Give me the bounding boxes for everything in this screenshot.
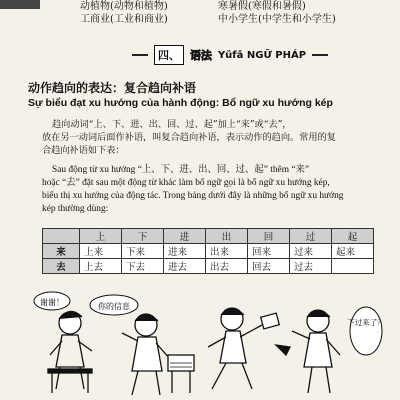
section-label xyxy=(148,45,312,65)
vocabulary-right: 中小学生(中学生和小学生) xyxy=(218,14,336,25)
paragraph-line: 放在另一动词后面作补语，叫复合趋向补语，表示动作的趋向。常用的复 xyxy=(42,132,336,143)
vocabulary-left: 动植物(动物和植物) xyxy=(80,1,168,12)
speech-bubble-text: 你的信息 xyxy=(98,302,130,311)
table-cell: 进去 xyxy=(164,259,206,274)
right-scene xyxy=(208,308,340,393)
right-speech-bubble xyxy=(347,307,385,355)
paragraph-line: Sau động từ xu hướng “上、下、进、出、回、过、起” thêm “来” xyxy=(52,165,310,175)
table-header-cell: 下 xyxy=(122,229,164,244)
table-cell: 起来 xyxy=(332,244,374,259)
left-scene xyxy=(48,311,194,395)
table-cell: 过来 xyxy=(290,244,332,259)
table-cell xyxy=(332,259,374,274)
table-cell: 上来 xyxy=(80,244,122,259)
cartoon-illustration xyxy=(0,285,400,400)
table-header-cell: 回 xyxy=(248,229,290,244)
vocabulary-row xyxy=(80,13,380,26)
speech-bubble-text: 下过来了？ xyxy=(347,318,385,327)
paragraph-line: 合趋向补语如下表： xyxy=(42,145,125,156)
vocabulary-examples xyxy=(80,0,380,26)
table-header-cell: 过 xyxy=(290,229,332,244)
table-header-cell: 起 xyxy=(332,229,374,244)
table-row xyxy=(43,259,374,274)
table-header-cell: 出 xyxy=(206,229,248,244)
paragraph-line: biểu thị xu hướng của động tác. Trong bảng dưới đây là những bổ ngữ xu hướng xyxy=(42,191,344,201)
paragraph-line: hoặc “去” đặt sau một động từ khác làm bổ ngữ gọi là bổ ngữ xu hướng kép, xyxy=(42,178,330,188)
heading-vietnamese: Sự biểu đạt xu hướng của hành động: Bổ ngữ xu hướng kép xyxy=(28,97,333,109)
vocabulary-left: 工商业(工业和商业) xyxy=(80,14,168,25)
table-cell: 上去 xyxy=(80,259,122,274)
paragraph-chinese xyxy=(42,118,374,157)
page-corner-tab xyxy=(0,0,40,9)
table-row-label: 来 xyxy=(43,244,80,259)
table-header-cell: 上 xyxy=(80,229,122,244)
left-speech-bubbles xyxy=(34,292,138,315)
table-cell: 回来 xyxy=(248,244,290,259)
section-pinyin-title: Yǔfǎ NGỮ PHÁP xyxy=(217,49,307,61)
table-cell: 出来 xyxy=(206,244,248,259)
table-row xyxy=(43,244,374,259)
table-cell: 回去 xyxy=(248,259,290,274)
section-number: 四、 xyxy=(154,45,184,65)
table-header-cell: 进 xyxy=(164,229,206,244)
heading-chinese: 动作趋向的表达：复合趋向补语 xyxy=(28,81,197,95)
table-corner-cell xyxy=(43,229,80,244)
section-hanzi: 语法 xyxy=(189,49,212,62)
complement-table xyxy=(42,228,374,274)
vocabulary-right: 寒暑假(寒假和暑假) xyxy=(218,1,306,12)
table-cell: 下去 xyxy=(122,259,164,274)
table-cell: 进来 xyxy=(164,244,206,259)
section-banner xyxy=(132,45,328,65)
speech-bubble-text: 谢谢！ xyxy=(40,298,64,307)
vocabulary-row xyxy=(80,0,380,13)
table-row-label: 去 xyxy=(43,259,80,274)
table-cell: 过去 xyxy=(290,259,332,274)
paragraph-vietnamese xyxy=(42,164,374,216)
table-header-row xyxy=(43,229,374,244)
table-cell: 出去 xyxy=(206,259,248,274)
table-cell: 下来 xyxy=(122,244,164,259)
paragraph-line: kép thường dùng: xyxy=(42,204,109,214)
paragraph-line: 趋向动词“上、下、进、出、回、过、起”加上“来”或“去”， xyxy=(52,119,292,130)
